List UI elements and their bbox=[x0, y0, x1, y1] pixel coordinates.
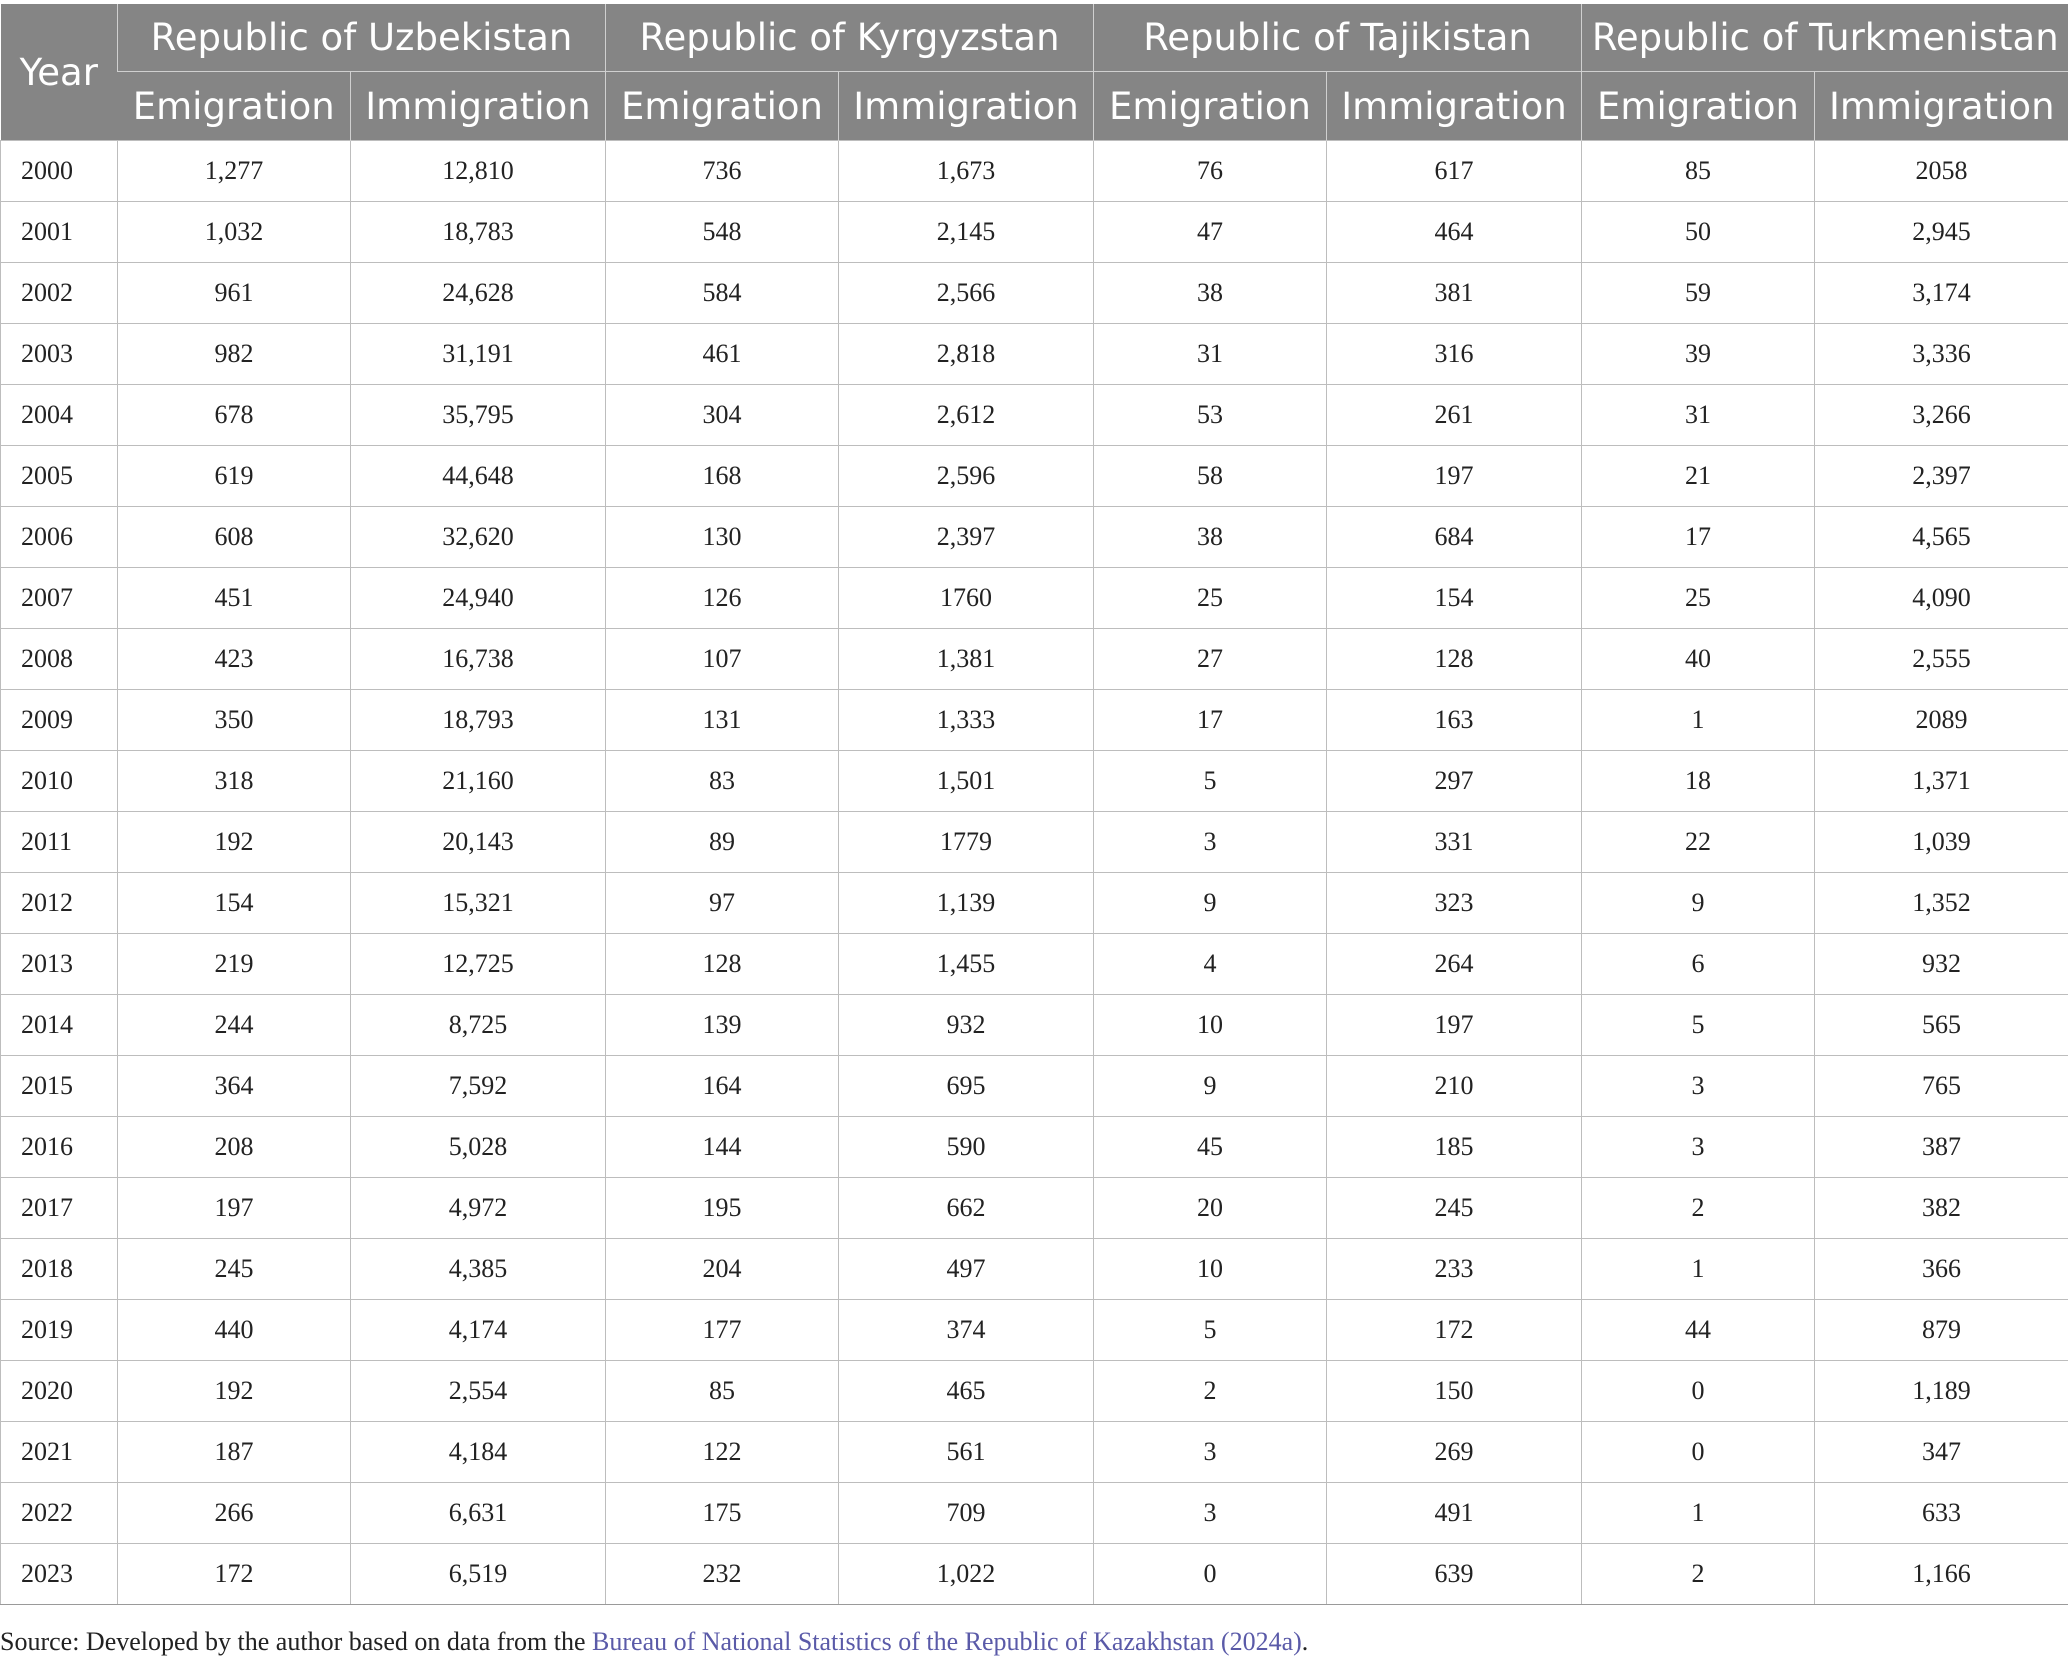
immigration-cell: 31,191 bbox=[351, 324, 606, 385]
emigration-cell: 0 bbox=[1094, 1544, 1327, 1605]
emigration-cell: 266 bbox=[118, 1483, 351, 1544]
immigration-cell: 1,381 bbox=[839, 629, 1094, 690]
table-row bbox=[1, 385, 2068, 446]
immigration-cell: 684 bbox=[1327, 507, 1582, 568]
table-row bbox=[1, 507, 2068, 568]
emigration-cell: 4 bbox=[1094, 934, 1327, 995]
emigration-cell: 678 bbox=[118, 385, 351, 446]
immigration-cell: 5,028 bbox=[351, 1117, 606, 1178]
year-cell: 2013 bbox=[1, 934, 118, 995]
year-cell: 2023 bbox=[1, 1544, 118, 1605]
immigration-cell: 261 bbox=[1327, 385, 1582, 446]
immigration-cell: 1,501 bbox=[839, 751, 1094, 812]
immigration-cell: 2,818 bbox=[839, 324, 1094, 385]
emigration-cell: 59 bbox=[1582, 263, 1815, 324]
immigration-cell: 4,565 bbox=[1815, 507, 2068, 568]
table-row bbox=[1, 995, 2068, 1056]
emigration-cell: 982 bbox=[118, 324, 351, 385]
immigration-header: Immigration bbox=[1815, 72, 2068, 141]
emigration-cell: 40 bbox=[1582, 629, 1815, 690]
immigration-cell: 163 bbox=[1327, 690, 1582, 751]
emigration-cell: 3 bbox=[1582, 1056, 1815, 1117]
emigration-cell: 10 bbox=[1094, 995, 1327, 1056]
emigration-cell: 0 bbox=[1582, 1361, 1815, 1422]
immigration-cell: 6,519 bbox=[351, 1544, 606, 1605]
immigration-header: Immigration bbox=[839, 72, 1094, 141]
emigration-cell: 1 bbox=[1582, 690, 1815, 751]
country-header-uzbekistan: Republic of Uzbekistan bbox=[118, 4, 606, 72]
immigration-cell: 1,022 bbox=[839, 1544, 1094, 1605]
emigration-cell: 58 bbox=[1094, 446, 1327, 507]
immigration-cell: 662 bbox=[839, 1178, 1094, 1239]
emigration-cell: 451 bbox=[118, 568, 351, 629]
year-header: Year bbox=[1, 4, 118, 141]
immigration-cell: 1,352 bbox=[1815, 873, 2068, 934]
year-cell: 2014 bbox=[1, 995, 118, 1056]
migration-table bbox=[0, 4, 2068, 1605]
table-row bbox=[1, 1361, 2068, 1422]
immigration-cell: 765 bbox=[1815, 1056, 2068, 1117]
immigration-cell: 16,738 bbox=[351, 629, 606, 690]
immigration-cell: 2,566 bbox=[839, 263, 1094, 324]
year-cell: 2002 bbox=[1, 263, 118, 324]
emigration-cell: 31 bbox=[1582, 385, 1815, 446]
immigration-cell: 4,184 bbox=[351, 1422, 606, 1483]
immigration-cell: 695 bbox=[839, 1056, 1094, 1117]
source-note bbox=[0, 1627, 1308, 1657]
emigration-cell: 10 bbox=[1094, 1239, 1327, 1300]
immigration-cell: 15,321 bbox=[351, 873, 606, 934]
emigration-cell: 139 bbox=[606, 995, 839, 1056]
emigration-cell: 97 bbox=[606, 873, 839, 934]
emigration-cell: 172 bbox=[118, 1544, 351, 1605]
country-header-kyrgyzstan: Republic of Kyrgyzstan bbox=[606, 4, 1094, 72]
year-cell: 2015 bbox=[1, 1056, 118, 1117]
immigration-cell: 316 bbox=[1327, 324, 1582, 385]
emigration-cell: 1 bbox=[1582, 1239, 1815, 1300]
emigration-cell: 245 bbox=[118, 1239, 351, 1300]
source-prefix: Source: Developed by the author based on data from the bbox=[0, 1627, 593, 1656]
immigration-cell: 3,266 bbox=[1815, 385, 2068, 446]
emigration-cell: 608 bbox=[118, 507, 351, 568]
year-cell: 2010 bbox=[1, 751, 118, 812]
emigration-cell: 18 bbox=[1582, 751, 1815, 812]
immigration-cell: 639 bbox=[1327, 1544, 1582, 1605]
immigration-cell: 374 bbox=[839, 1300, 1094, 1361]
immigration-cell: 233 bbox=[1327, 1239, 1582, 1300]
emigration-cell: 21 bbox=[1582, 446, 1815, 507]
immigration-cell: 21,160 bbox=[351, 751, 606, 812]
emigration-cell: 2 bbox=[1582, 1178, 1815, 1239]
year-cell: 2018 bbox=[1, 1239, 118, 1300]
emigration-cell: 584 bbox=[606, 263, 839, 324]
year-cell: 2003 bbox=[1, 324, 118, 385]
year-cell: 2005 bbox=[1, 446, 118, 507]
table-row bbox=[1, 263, 2068, 324]
emigration-cell: 17 bbox=[1582, 507, 1815, 568]
emigration-cell: 164 bbox=[606, 1056, 839, 1117]
table-row bbox=[1, 1117, 2068, 1178]
immigration-cell: 2,397 bbox=[1815, 446, 2068, 507]
country-header-row bbox=[1, 4, 2068, 72]
immigration-cell: 1,333 bbox=[839, 690, 1094, 751]
emigration-cell: 154 bbox=[118, 873, 351, 934]
immigration-cell: 150 bbox=[1327, 1361, 1582, 1422]
emigration-cell: 3 bbox=[1094, 1483, 1327, 1544]
emigration-cell: 38 bbox=[1094, 263, 1327, 324]
immigration-cell: 2,397 bbox=[839, 507, 1094, 568]
emigration-cell: 25 bbox=[1582, 568, 1815, 629]
emigration-cell: 85 bbox=[606, 1361, 839, 1422]
immigration-cell: 497 bbox=[839, 1239, 1094, 1300]
emigration-cell: 440 bbox=[118, 1300, 351, 1361]
table-row bbox=[1, 629, 2068, 690]
immigration-cell: 245 bbox=[1327, 1178, 1582, 1239]
immigration-cell: 197 bbox=[1327, 446, 1582, 507]
emigration-cell: 0 bbox=[1582, 1422, 1815, 1483]
immigration-cell: 323 bbox=[1327, 873, 1582, 934]
immigration-cell: 6,631 bbox=[351, 1483, 606, 1544]
emigration-cell: 9 bbox=[1582, 873, 1815, 934]
emigration-cell: 53 bbox=[1094, 385, 1327, 446]
immigration-cell: 24,940 bbox=[351, 568, 606, 629]
emigration-cell: 350 bbox=[118, 690, 351, 751]
year-cell: 2000 bbox=[1, 141, 118, 202]
immigration-cell: 4,174 bbox=[351, 1300, 606, 1361]
immigration-cell: 617 bbox=[1327, 141, 1582, 202]
source-suffix: . bbox=[1301, 1627, 1309, 1656]
emigration-cell: 187 bbox=[118, 1422, 351, 1483]
year-cell: 2009 bbox=[1, 690, 118, 751]
emigration-cell: 192 bbox=[118, 812, 351, 873]
immigration-cell: 264 bbox=[1327, 934, 1582, 995]
emigration-cell: 244 bbox=[118, 995, 351, 1056]
table-row bbox=[1, 1178, 2068, 1239]
emigration-cell: 44 bbox=[1582, 1300, 1815, 1361]
table-row bbox=[1, 141, 2068, 202]
immigration-cell: 197 bbox=[1327, 995, 1582, 1056]
immigration-cell: 18,793 bbox=[351, 690, 606, 751]
immigration-cell: 1,166 bbox=[1815, 1544, 2068, 1605]
immigration-cell: 2,596 bbox=[839, 446, 1094, 507]
emigration-cell: 76 bbox=[1094, 141, 1327, 202]
table-row bbox=[1, 751, 2068, 812]
emigration-cell: 1 bbox=[1582, 1483, 1815, 1544]
emigration-cell: 175 bbox=[606, 1483, 839, 1544]
emigration-cell: 208 bbox=[118, 1117, 351, 1178]
immigration-cell: 172 bbox=[1327, 1300, 1582, 1361]
immigration-cell: 1,455 bbox=[839, 934, 1094, 995]
immigration-cell: 561 bbox=[839, 1422, 1094, 1483]
emigration-cell: 232 bbox=[606, 1544, 839, 1605]
year-cell: 2012 bbox=[1, 873, 118, 934]
emigration-cell: 27 bbox=[1094, 629, 1327, 690]
year-cell: 2007 bbox=[1, 568, 118, 629]
emigration-cell: 304 bbox=[606, 385, 839, 446]
emigration-cell: 318 bbox=[118, 751, 351, 812]
year-cell: 2011 bbox=[1, 812, 118, 873]
emigration-cell: 31 bbox=[1094, 324, 1327, 385]
emigration-cell: 6 bbox=[1582, 934, 1815, 995]
table-row bbox=[1, 446, 2068, 507]
table-row bbox=[1, 1544, 2068, 1605]
immigration-cell: 18,783 bbox=[351, 202, 606, 263]
emigration-cell: 144 bbox=[606, 1117, 839, 1178]
immigration-cell: 1760 bbox=[839, 568, 1094, 629]
immigration-cell: 4,090 bbox=[1815, 568, 2068, 629]
immigration-cell: 366 bbox=[1815, 1239, 2068, 1300]
emigration-cell: 39 bbox=[1582, 324, 1815, 385]
immigration-cell: 7,592 bbox=[351, 1056, 606, 1117]
country-header-turkmenistan: Republic of Turkmenistan bbox=[1582, 4, 2068, 72]
emigration-cell: 85 bbox=[1582, 141, 1815, 202]
immigration-cell: 20,143 bbox=[351, 812, 606, 873]
emigration-cell: 5 bbox=[1094, 751, 1327, 812]
emigration-cell: 25 bbox=[1094, 568, 1327, 629]
year-cell: 2004 bbox=[1, 385, 118, 446]
emigration-cell: 17 bbox=[1094, 690, 1327, 751]
year-cell: 2016 bbox=[1, 1117, 118, 1178]
emigration-cell: 548 bbox=[606, 202, 839, 263]
immigration-cell: 12,810 bbox=[351, 141, 606, 202]
immigration-cell: 565 bbox=[1815, 995, 2068, 1056]
immigration-cell: 2,554 bbox=[351, 1361, 606, 1422]
emigration-cell: 619 bbox=[118, 446, 351, 507]
emigration-cell: 197 bbox=[118, 1178, 351, 1239]
year-cell: 2020 bbox=[1, 1361, 118, 1422]
immigration-cell: 24,628 bbox=[351, 263, 606, 324]
flow-header-row bbox=[1, 72, 2068, 141]
emigration-cell: 1,277 bbox=[118, 141, 351, 202]
table-row bbox=[1, 1300, 2068, 1361]
immigration-cell: 2,945 bbox=[1815, 202, 2068, 263]
immigration-cell: 3,336 bbox=[1815, 324, 2068, 385]
year-cell: 2008 bbox=[1, 629, 118, 690]
immigration-cell: 35,795 bbox=[351, 385, 606, 446]
emigration-header: Emigration bbox=[1094, 72, 1327, 141]
immigration-header: Immigration bbox=[351, 72, 606, 141]
emigration-cell: 736 bbox=[606, 141, 839, 202]
table-row bbox=[1, 1422, 2068, 1483]
immigration-cell: 382 bbox=[1815, 1178, 2068, 1239]
table-row bbox=[1, 324, 2068, 385]
immigration-header: Immigration bbox=[1327, 72, 1582, 141]
emigration-cell: 5 bbox=[1582, 995, 1815, 1056]
source-link[interactable]: Bureau of National Statistics of the Republic of Kazakhstan (2024a) bbox=[592, 1627, 1302, 1656]
immigration-cell: 154 bbox=[1327, 568, 1582, 629]
immigration-cell: 590 bbox=[839, 1117, 1094, 1178]
immigration-cell: 2058 bbox=[1815, 141, 2068, 202]
year-cell: 2006 bbox=[1, 507, 118, 568]
emigration-cell: 20 bbox=[1094, 1178, 1327, 1239]
immigration-cell: 1,039 bbox=[1815, 812, 2068, 873]
table-row bbox=[1, 1239, 2068, 1300]
emigration-cell: 5 bbox=[1094, 1300, 1327, 1361]
immigration-cell: 2,555 bbox=[1815, 629, 2068, 690]
emigration-cell: 45 bbox=[1094, 1117, 1327, 1178]
emigration-cell: 9 bbox=[1094, 1056, 1327, 1117]
emigration-cell: 204 bbox=[606, 1239, 839, 1300]
table-row bbox=[1, 812, 2068, 873]
immigration-cell: 381 bbox=[1327, 263, 1582, 324]
country-header-tajikistan: Republic of Tajikistan bbox=[1094, 4, 1582, 72]
immigration-cell: 932 bbox=[1815, 934, 2068, 995]
immigration-cell: 331 bbox=[1327, 812, 1582, 873]
immigration-cell: 879 bbox=[1815, 1300, 2068, 1361]
emigration-cell: 47 bbox=[1094, 202, 1327, 263]
emigration-cell: 126 bbox=[606, 568, 839, 629]
emigration-header: Emigration bbox=[1582, 72, 1815, 141]
emigration-cell: 83 bbox=[606, 751, 839, 812]
emigration-cell: 50 bbox=[1582, 202, 1815, 263]
year-cell: 2019 bbox=[1, 1300, 118, 1361]
immigration-cell: 1,189 bbox=[1815, 1361, 2068, 1422]
emigration-cell: 3 bbox=[1094, 812, 1327, 873]
immigration-cell: 3,174 bbox=[1815, 263, 2068, 324]
immigration-cell: 2,612 bbox=[839, 385, 1094, 446]
emigration-cell: 961 bbox=[118, 263, 351, 324]
emigration-cell: 219 bbox=[118, 934, 351, 995]
immigration-cell: 465 bbox=[839, 1361, 1094, 1422]
immigration-cell: 932 bbox=[839, 995, 1094, 1056]
emigration-cell: 195 bbox=[606, 1178, 839, 1239]
immigration-cell: 44,648 bbox=[351, 446, 606, 507]
immigration-cell: 269 bbox=[1327, 1422, 1582, 1483]
table-body bbox=[1, 141, 2068, 1605]
emigration-cell: 107 bbox=[606, 629, 839, 690]
table-header bbox=[1, 4, 2068, 141]
year-cell: 2017 bbox=[1, 1178, 118, 1239]
table-row bbox=[1, 202, 2068, 263]
emigration-cell: 2 bbox=[1582, 1544, 1815, 1605]
emigration-cell: 131 bbox=[606, 690, 839, 751]
immigration-cell: 1,673 bbox=[839, 141, 1094, 202]
immigration-cell: 464 bbox=[1327, 202, 1582, 263]
immigration-cell: 185 bbox=[1327, 1117, 1582, 1178]
immigration-cell: 297 bbox=[1327, 751, 1582, 812]
table-row bbox=[1, 690, 2068, 751]
immigration-cell: 1,139 bbox=[839, 873, 1094, 934]
immigration-cell: 1,371 bbox=[1815, 751, 2068, 812]
emigration-cell: 423 bbox=[118, 629, 351, 690]
table-row bbox=[1, 1056, 2068, 1117]
year-cell: 2021 bbox=[1, 1422, 118, 1483]
immigration-cell: 2,145 bbox=[839, 202, 1094, 263]
emigration-header: Emigration bbox=[606, 72, 839, 141]
immigration-cell: 1779 bbox=[839, 812, 1094, 873]
emigration-cell: 128 bbox=[606, 934, 839, 995]
immigration-cell: 12,725 bbox=[351, 934, 606, 995]
emigration-cell: 2 bbox=[1094, 1361, 1327, 1422]
immigration-cell: 709 bbox=[839, 1483, 1094, 1544]
emigration-cell: 168 bbox=[606, 446, 839, 507]
immigration-cell: 4,385 bbox=[351, 1239, 606, 1300]
emigration-cell: 1,032 bbox=[118, 202, 351, 263]
emigration-cell: 9 bbox=[1094, 873, 1327, 934]
emigration-header: Emigration bbox=[118, 72, 351, 141]
immigration-cell: 347 bbox=[1815, 1422, 2068, 1483]
emigration-cell: 122 bbox=[606, 1422, 839, 1483]
emigration-cell: 22 bbox=[1582, 812, 1815, 873]
immigration-cell: 8,725 bbox=[351, 995, 606, 1056]
emigration-cell: 130 bbox=[606, 507, 839, 568]
table-row bbox=[1, 873, 2068, 934]
emigration-cell: 364 bbox=[118, 1056, 351, 1117]
immigration-cell: 128 bbox=[1327, 629, 1582, 690]
immigration-cell: 32,620 bbox=[351, 507, 606, 568]
table-row bbox=[1, 1483, 2068, 1544]
emigration-cell: 38 bbox=[1094, 507, 1327, 568]
table-row bbox=[1, 568, 2068, 629]
emigration-cell: 192 bbox=[118, 1361, 351, 1422]
immigration-cell: 491 bbox=[1327, 1483, 1582, 1544]
table-row bbox=[1, 934, 2068, 995]
emigration-cell: 461 bbox=[606, 324, 839, 385]
emigration-cell: 3 bbox=[1582, 1117, 1815, 1178]
immigration-cell: 633 bbox=[1815, 1483, 2068, 1544]
emigration-cell: 177 bbox=[606, 1300, 839, 1361]
emigration-cell: 89 bbox=[606, 812, 839, 873]
year-cell: 2001 bbox=[1, 202, 118, 263]
immigration-cell: 2089 bbox=[1815, 690, 2068, 751]
immigration-cell: 210 bbox=[1327, 1056, 1582, 1117]
emigration-cell: 3 bbox=[1094, 1422, 1327, 1483]
year-cell: 2022 bbox=[1, 1483, 118, 1544]
immigration-cell: 4,972 bbox=[351, 1178, 606, 1239]
immigration-cell: 387 bbox=[1815, 1117, 2068, 1178]
